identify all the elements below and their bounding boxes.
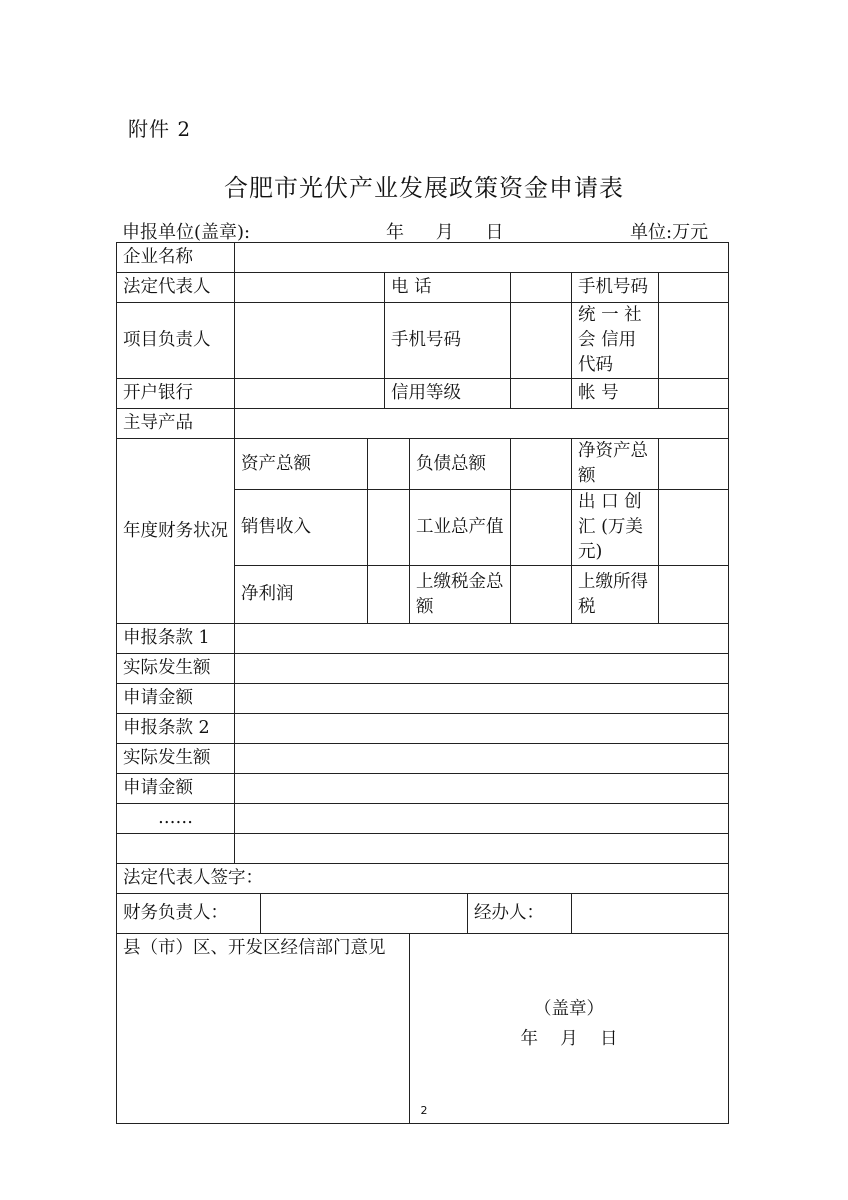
seal-label: （盖章）	[534, 999, 604, 1019]
sales-revenue-field[interactable]	[368, 490, 410, 566]
industrial-output-field[interactable]	[511, 490, 572, 566]
clause2-label: 申报条款 2	[117, 714, 235, 744]
header-date	[386, 218, 529, 244]
county-opinion-field[interactable]	[410, 934, 729, 1124]
project-lead-field[interactable]	[235, 303, 385, 379]
clause1-label: 申报条款 1	[117, 624, 235, 654]
request-amount2-field[interactable]	[235, 774, 729, 804]
mobile2-field[interactable]	[511, 303, 572, 379]
county-opinion-label: 县（市）区、开发区经信部门意见	[117, 934, 410, 1124]
blank-field[interactable]	[235, 834, 729, 864]
date-month: 月	[435, 222, 454, 243]
income-tax-paid-field[interactable]	[659, 566, 729, 624]
export-earnings-field[interactable]	[659, 490, 729, 566]
actual-amount2-label: 实际发生额	[117, 744, 235, 774]
company-name-label: 企业名称	[117, 243, 235, 273]
clause1-field[interactable]	[235, 624, 729, 654]
mobile2-label: 手机号码	[385, 303, 511, 379]
finance-lead-label: 财务负责人：	[117, 894, 261, 934]
application-form-table	[116, 242, 729, 1124]
net-assets-label: 净资产总额	[572, 439, 659, 490]
mobile-label: 手机号码	[572, 273, 659, 303]
legal-rep-sign[interactable]: 法定代表人签字：	[117, 864, 729, 894]
net-profit-field[interactable]	[368, 566, 410, 624]
seal-block	[416, 934, 722, 1054]
account-field[interactable]	[659, 379, 729, 409]
handler-field[interactable]	[572, 894, 729, 934]
bank-label: 开户银行	[117, 379, 235, 409]
credit-rating-label: 信用等级	[385, 379, 511, 409]
industrial-output-label: 工业总产值	[410, 490, 511, 566]
account-label: 帐 号	[572, 379, 659, 409]
phone-field[interactable]	[511, 273, 572, 303]
main-product-field[interactable]	[235, 409, 729, 439]
total-assets-field[interactable]	[368, 439, 410, 490]
actual-amount1-label: 实际发生额	[117, 654, 235, 684]
phone-label: 电 话	[385, 273, 511, 303]
project-lead-label: 项目负责人	[117, 303, 235, 379]
applicant-label: 申报单位(盖章):	[122, 222, 251, 243]
ellipsis-field[interactable]	[235, 804, 729, 834]
annual-finance-label: 年度财务状况	[117, 439, 235, 624]
net-assets-field[interactable]	[659, 439, 729, 490]
legal-rep-label: 法定代表人	[117, 273, 235, 303]
credit-code-field[interactable]	[659, 303, 729, 379]
credit-code-label: 统 一 社 会 信用代码	[572, 303, 659, 379]
request-amount2-label: 申请金额	[117, 774, 235, 804]
handler-label: 经办人：	[468, 894, 572, 934]
total-liabilities-label: 负债总额	[410, 439, 511, 490]
date-day: 日	[485, 222, 504, 243]
blank-label	[117, 834, 235, 864]
unit-label: 单位:万元	[630, 222, 709, 243]
date-year: 年	[386, 222, 404, 243]
actual-amount1-field[interactable]	[235, 654, 729, 684]
form-title: 合肥市光伏产业发展政策资金申请表	[224, 174, 624, 202]
clause2-field[interactable]	[235, 714, 729, 744]
request-amount1-label: 申请金额	[117, 684, 235, 714]
credit-rating-field[interactable]	[511, 379, 572, 409]
actual-amount2-field[interactable]	[235, 744, 729, 774]
main-product-label: 主导产品	[117, 409, 235, 439]
taxes-paid-field[interactable]	[511, 566, 572, 624]
sign-date: 年 月 日	[520, 1029, 618, 1049]
bank-field[interactable]	[235, 379, 385, 409]
legal-rep-field[interactable]	[235, 273, 385, 303]
taxes-paid-label: 上缴税金总额	[410, 566, 511, 624]
finance-lead-field[interactable]	[261, 894, 468, 934]
total-liabilities-field[interactable]	[511, 439, 572, 490]
attachment-label: 附件 2	[128, 117, 192, 141]
mobile-field[interactable]	[659, 273, 729, 303]
income-tax-paid-label: 上缴所得税	[572, 566, 659, 624]
net-profit-label: 净利润	[235, 566, 368, 624]
company-name-field[interactable]	[235, 243, 729, 273]
sales-revenue-label: 销售收入	[235, 490, 368, 566]
ellipsis-label: ……	[117, 804, 235, 834]
export-earnings-label: 出 口 创 汇 (万美元)	[572, 490, 659, 566]
page-number: 2	[420, 1104, 428, 1117]
request-amount1-field[interactable]	[235, 684, 729, 714]
total-assets-label: 资产总额	[235, 439, 368, 490]
